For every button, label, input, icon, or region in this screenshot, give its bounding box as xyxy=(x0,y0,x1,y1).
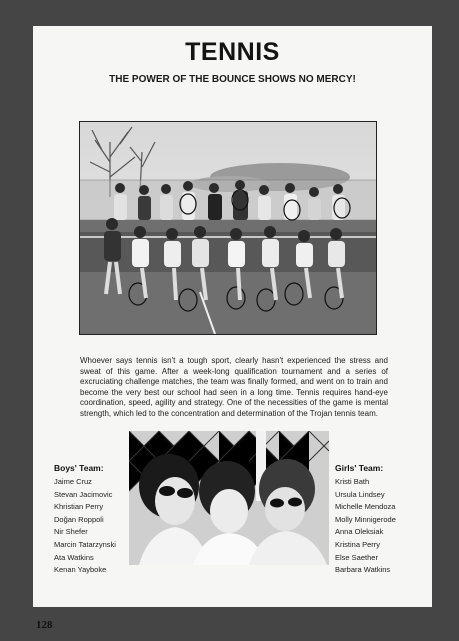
girls-roster-name: Kristi Bath xyxy=(335,477,370,486)
boys-roster-name: Marcin Tatarzynski xyxy=(54,539,116,549)
girls-roster-name: Else Saether xyxy=(335,552,378,562)
girls-team-heading: Girls' Team: xyxy=(335,463,384,473)
page-subtitle: THE POWER OF THE BOUNCE SHOWS NO MERCY! xyxy=(109,74,356,85)
page-number: 128 xyxy=(36,619,53,631)
girls-photo xyxy=(129,431,329,565)
girls-roster-name: Kristina Perry xyxy=(335,539,381,549)
yearbook-page xyxy=(33,26,432,607)
boys-team-heading: Boys' Team: xyxy=(54,463,104,473)
page-title: TENNIS xyxy=(185,38,280,66)
girls-roster-name: Anna Oleksiak xyxy=(335,527,384,537)
boys-roster-name: Nir Shefer xyxy=(54,527,88,537)
girls-team-roster xyxy=(335,476,396,577)
team-photo xyxy=(79,121,377,335)
boys-roster-name: Ata Watkins xyxy=(54,552,94,562)
boys-roster-name: Kenan Yayboke xyxy=(54,565,107,575)
girls-roster-name: Barbara Watkins xyxy=(335,565,391,575)
girls-roster-name: Ursula Lindsey xyxy=(335,489,385,499)
article-caption: Whoever says tennis isn't a tough sport, clearly hasn't experienced the stress and sweat of this game. After a week-long qualification tournament and a series of excruciating challenge matches, the team was finally formed, and went on to train and become the very best our school had seen in a long time. Tennis requires hand-eye coordination, speed, agility and strategy. One of the necessities of the game is mental strength, which led to the concentration and determination of the Trojan tennis team. xyxy=(80,356,388,418)
girls-roster-name: Molly Minnigerode xyxy=(335,514,396,524)
boys-roster-name: Jaime Cruz xyxy=(54,477,92,486)
boys-team-roster xyxy=(54,476,116,577)
boys-roster-name: Khristian Perry xyxy=(54,502,104,512)
boys-roster-name: Stevan Jacimovic xyxy=(54,489,113,499)
girls-roster-name: Michelle Mendoza xyxy=(335,502,396,512)
boys-roster-name: Doğan Roppoli xyxy=(54,514,104,524)
